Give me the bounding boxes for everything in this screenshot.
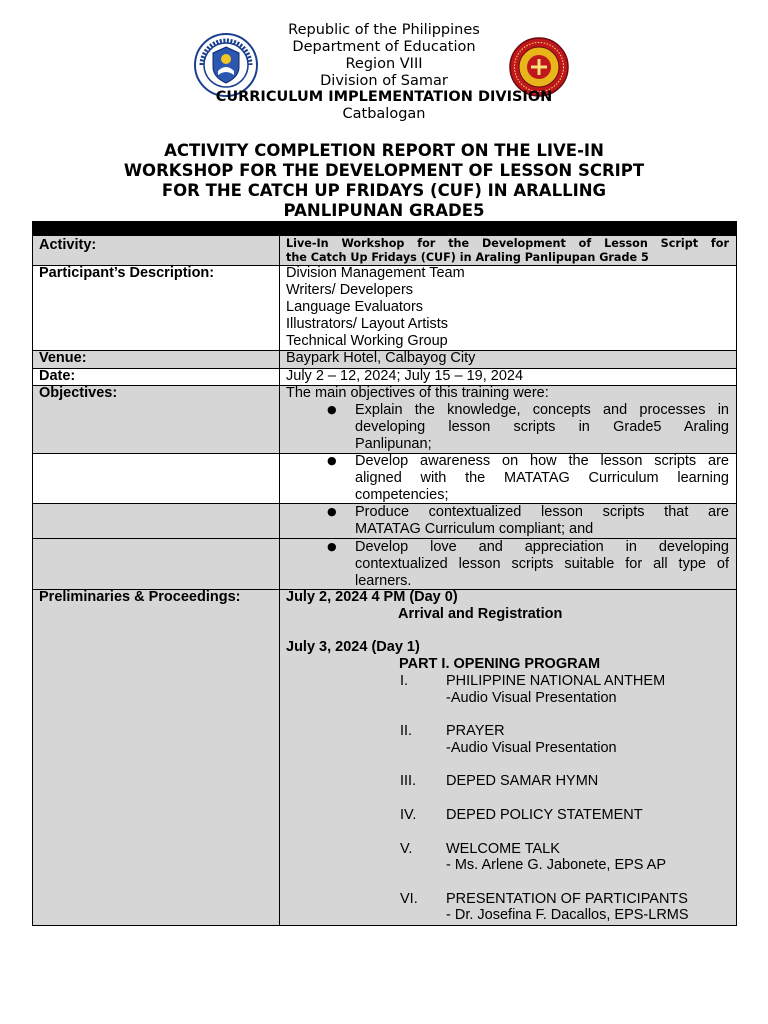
venue-label: Venue:	[39, 350, 87, 366]
program-item-number: I.	[400, 673, 409, 689]
objective-4-line: learners.	[355, 573, 412, 589]
program-item-number: VI.	[400, 891, 418, 907]
report-title-line-1: ACTIVITY COMPLETION REPORT ON THE LIVE-IN	[164, 141, 604, 160]
program-item-title: PRAYER	[446, 723, 505, 739]
objective-1-line: Panlipunan;	[355, 436, 432, 452]
objective-2-line: Develop awareness on how the lesson scripts are	[355, 453, 729, 469]
participant-item: Writers/ Developers	[286, 282, 414, 298]
program-item-number: V.	[400, 841, 413, 857]
day0-heading: July 2, 2024 4 PM (Day 0)	[286, 589, 458, 605]
activity-label: Activity:	[39, 237, 97, 253]
report-title-line-3: FOR THE CATCH UP FRIDAYS (CUF) IN ARALLING	[161, 181, 607, 200]
proceedings-label: Preliminaries & Proceedings:	[39, 589, 241, 605]
header-republic: Republic of the Philippines	[288, 22, 480, 38]
objective-2-line: competencies;	[355, 487, 449, 503]
participants-label: Participant’s Description:	[39, 265, 215, 281]
objectives-intro: The main objectives of this training were:	[286, 385, 549, 401]
objectives-label: Objectives:	[39, 385, 118, 401]
table-header-bar	[32, 221, 737, 235]
program-item-number: II.	[400, 723, 413, 739]
program-item-title: PRESENTATION OF PARTICIPANTS	[446, 891, 688, 907]
objective-3-line: MATATAG Curriculum compliant; and	[355, 521, 594, 537]
participant-item: Language Evaluators	[286, 299, 424, 315]
objectives-label-cell-4	[32, 538, 280, 590]
objective-4-line: Develop love and appreciation in developing	[355, 539, 729, 555]
objectives-label-cell-2	[32, 453, 280, 504]
program-item-title: WELCOME TALK	[446, 841, 560, 857]
objective-2-line: aligned with the MATATAG Curriculum learning	[355, 470, 729, 486]
program-item-sub: -Audio Visual Presentation	[446, 690, 617, 706]
report-title-line-2: WORKSHOP FOR THE DEVELOPMENT OF LESSON SCRIPT	[123, 161, 645, 180]
objective-1-line: developing lesson scripts in Grade5 Araling	[355, 419, 729, 435]
program-item-title: DEPED POLICY STATEMENT	[446, 807, 643, 823]
date-value: July 2 – 12, 2024; July 15 – 19, 2024	[286, 368, 524, 384]
program-item-title: PHILIPPINE NATIONAL ANTHEM	[446, 673, 666, 689]
day1-heading: July 3, 2024 (Day 1)	[286, 639, 420, 655]
activity-value-line-1: Live-In Workshop for the Development of Lesson Script for	[286, 237, 729, 250]
program-item-title: DEPED SAMAR HYMN	[446, 773, 599, 789]
bullet-icon: ●	[327, 403, 337, 416]
participant-item: Illustrators/ Layout Artists	[286, 316, 448, 332]
program-item-number: III.	[400, 773, 417, 789]
participant-item: Technical Working Group	[286, 333, 448, 349]
program-item-number: IV.	[400, 807, 417, 823]
program-item-sub: - Dr. Josefina F. Dacallos, EPS-LRMS	[446, 907, 689, 923]
header-department: Department of Education	[292, 39, 476, 55]
day0-item: Arrival and Registration	[398, 606, 563, 622]
participant-item: Division Management Team	[286, 265, 465, 281]
bullet-icon: ●	[327, 540, 337, 553]
proceedings-label-cell	[32, 589, 280, 926]
objective-1-line: Explain the knowledge, concepts and processes in	[355, 402, 729, 418]
report-title-line-4: PANLIPUNAN GRADE5	[283, 201, 485, 220]
program-item-sub: -Audio Visual Presentation	[446, 740, 617, 756]
header-region: Region VIII	[345, 56, 423, 72]
part1-heading: PART I. OPENING PROGRAM	[399, 656, 601, 672]
bullet-icon: ●	[327, 454, 337, 467]
objective-3-line: Produce contextualized lesson scripts that are	[355, 504, 729, 520]
objective-4-line: contextualized lesson scripts suitable for all type of	[355, 556, 729, 572]
program-item-sub: - Ms. Arlene G. Jabonete, EPS AP	[446, 857, 667, 873]
bullet-icon: ●	[327, 505, 337, 518]
date-label: Date:	[39, 368, 76, 384]
objectives-label-cell-3	[32, 503, 280, 539]
activity-value-line-2: the Catch Up Fridays (CUF) in Araling Panlipupan Grade 5	[286, 251, 649, 264]
venue-value: Baypark Hotel, Calbayog City	[286, 350, 476, 366]
header-division: Division of Samar	[320, 73, 448, 89]
header-cid: CURRICULUM IMPLEMENTATION DIVISION	[215, 89, 553, 105]
header-city: Catbalogan	[342, 106, 426, 122]
